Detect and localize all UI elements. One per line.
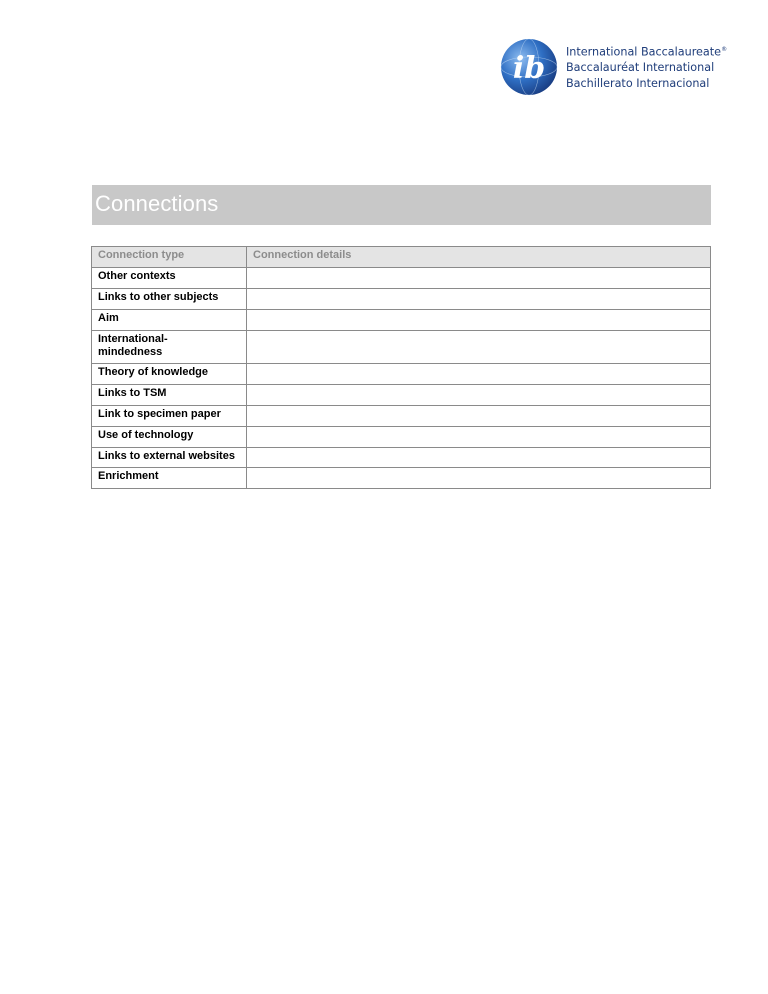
connection-details-cell[interactable] [247,331,711,364]
connections-table [91,246,711,489]
connection-type-cell: Theory of knowledge [92,364,247,385]
connection-details-cell[interactable] [247,468,711,489]
table-row [92,427,711,448]
section-title: Connections [95,191,219,216]
connection-details-cell[interactable] [247,364,711,385]
connection-details-cell[interactable] [247,448,711,468]
ib-logo-letters: ib [512,51,546,86]
connection-type-cell: Links to other subjects [92,289,247,310]
connection-type-cell: Links to external websites [92,448,247,468]
ib-logo [500,38,728,96]
logo-line-spanish: Bachillerato Internacional [566,76,710,90]
table-row [92,331,711,364]
header-connection-details: Connection details [247,247,711,268]
connection-details-cell[interactable] [247,268,711,289]
table-row [92,364,711,385]
connection-details-cell[interactable] [247,289,711,310]
connection-type-cell: Other contexts [92,268,247,289]
logo-line-english: International Baccalaureate [566,45,722,59]
connection-details-cell[interactable] [247,427,711,448]
table-row [92,406,711,427]
connection-type-cell: Use of technology [92,427,247,448]
connection-type-cell [92,331,247,364]
connection-details-cell[interactable] [247,385,711,406]
connection-type-cell: Enrichment [92,468,247,489]
connection-type-cell: Aim [92,310,247,331]
table-row [92,289,711,310]
connection-details-cell[interactable] [247,310,711,331]
table-row [92,448,711,468]
table-header-row [92,247,711,268]
connection-type-cell: Links to TSM [92,385,247,406]
table-row [92,310,711,331]
table-row [92,468,711,489]
logo-line-french: Baccalauréat International [566,61,715,75]
registered-mark: ® [721,46,728,53]
connection-details-cell[interactable] [247,406,711,427]
ib-logo-wordmark [566,42,727,91]
connection-type-cell: Link to specimen paper [92,406,247,427]
ib-globe-logo-icon [500,38,558,96]
section-header-bar [92,185,711,225]
connection-type-line: International- mindedness [98,333,168,358]
table-row [92,268,711,289]
table-row [92,385,711,406]
header-connection-type: Connection type [92,247,247,268]
